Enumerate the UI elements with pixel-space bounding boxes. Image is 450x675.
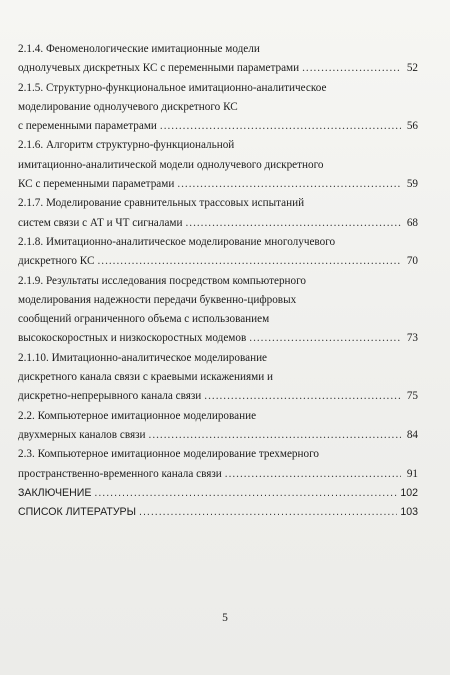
dot-leader	[139, 503, 397, 522]
toc-entry-text-line: сообщений ограниченного объема с использованием	[18, 313, 270, 326]
toc-entry-text-line: двухмерных каналов связи	[18, 428, 146, 441]
toc-entry-text-line: высокоскоростных и низкоскоростных модемов	[18, 332, 247, 345]
toc-entry-text-line: 2.1.5. Структурно-функциональное имитационно-аналитическое	[18, 81, 327, 94]
toc-entry-text-line: 2.2. Компьютерное имитационное моделирование	[18, 409, 257, 422]
dot-leader	[149, 426, 401, 445]
dot-leader	[160, 117, 401, 136]
toc-entry-text-line: СПИСОК ЛИТЕРАТУРЫ	[18, 506, 136, 519]
toc-entry[interactable]	[18, 79, 418, 137]
table-of-contents	[18, 40, 418, 522]
toc-entry-leader-line	[18, 214, 418, 233]
dot-leader	[185, 214, 401, 233]
toc-entry-leader-line	[18, 465, 418, 484]
toc-entry-text-line: систем связи с АТ и ЧТ сигналами	[18, 216, 183, 229]
toc-entry-text-line: КС с переменными параметрами	[18, 178, 175, 191]
bleed-through-text-lower	[60, 540, 430, 610]
toc-entry-text-line: дискретного КС	[18, 255, 95, 268]
toc-entry[interactable]	[18, 407, 418, 446]
toc-entry-leader-line	[18, 329, 418, 348]
toc-entry-text-line: имитационно-аналитической модели однолучевого дискретного	[18, 158, 324, 171]
toc-page-number: 84	[406, 428, 418, 441]
toc-page-number: 73	[406, 332, 418, 345]
toc-page-number: 59	[406, 178, 418, 191]
toc-entry-text-line: 2.1.9. Результаты исследования посредством компьютерного	[18, 274, 307, 287]
toc-entry-leader-line	[18, 503, 418, 522]
toc-entry-text-line: 2.1.8. Имитационно-аналитическое моделирование многолучевого	[18, 235, 336, 248]
toc-entry-text-line: 2.3. Компьютерное имитационное моделирование трехмерного	[18, 448, 320, 461]
toc-page-number: 68	[406, 216, 418, 229]
toc-entry[interactable]	[18, 349, 418, 407]
toc-page-number: 52	[406, 62, 418, 75]
toc-entry-text-line: моделирование однолучевого дискретного КС	[18, 100, 238, 113]
dot-leader	[225, 465, 401, 484]
toc-entry-leader-line	[18, 175, 418, 194]
toc-page-number: 102	[400, 486, 418, 499]
dot-leader	[97, 252, 401, 271]
toc-entry-text-line: однолучевых дискретных КС с переменными параметрами	[18, 62, 300, 75]
dot-leader	[177, 175, 401, 194]
toc-entry-text-line: с переменными параметрами	[18, 120, 157, 133]
toc-entry-text-line: 2.1.7. Моделирование сравнительных трассовых испытаний	[18, 197, 305, 210]
toc-entry[interactable]	[18, 40, 418, 79]
toc-entry-text-line: пространственно-временного канала связи	[18, 467, 222, 480]
toc-entry-leader-line	[18, 117, 418, 136]
toc-entry-leader-line	[18, 252, 418, 271]
toc-entry-leader-line	[18, 387, 418, 406]
toc-entry-text-line: дискретного канала связи с краевыми искажениями и	[18, 371, 273, 384]
page-number: 5	[222, 612, 228, 624]
toc-entry[interactable]	[18, 484, 418, 503]
toc-entry[interactable]	[18, 233, 418, 272]
toc-page-number: 75	[406, 390, 418, 403]
toc-page-number: 91	[406, 467, 418, 480]
dot-leader	[302, 59, 401, 78]
toc-entry-text-line: ЗАКЛЮЧЕНИЕ	[18, 486, 92, 499]
toc-page-number: 56	[406, 120, 418, 133]
toc-entry-text-line: 2.1.4. Феноменологические имитационные модели	[18, 43, 260, 55]
dot-leader	[94, 484, 397, 503]
toc-entry[interactable]	[18, 445, 418, 484]
toc-entry-text-line: 2.1.6. Алгоритм структурно-функциональной	[18, 139, 235, 152]
toc-entry-text-line: моделирования надежности передачи буквенно-цифровых	[18, 293, 297, 306]
dot-leader	[249, 329, 401, 348]
toc-entry[interactable]	[18, 272, 418, 349]
toc-entry[interactable]	[18, 194, 418, 233]
toc-entry[interactable]	[18, 503, 418, 522]
toc-entry-text-line: 2.1.10. Имитационно-аналитическое моделирование	[18, 351, 268, 364]
toc-entry-leader-line	[18, 59, 418, 78]
dot-leader	[204, 387, 401, 406]
toc-entry-leader-line	[18, 484, 418, 503]
toc-entry[interactable]	[18, 136, 418, 194]
toc-page-number: 103	[400, 506, 418, 519]
toc-entry-leader-line	[18, 426, 418, 445]
toc-entry-text-line: дискретно-непрерывного канала связи	[18, 390, 202, 403]
toc-page-number: 70	[406, 255, 418, 268]
